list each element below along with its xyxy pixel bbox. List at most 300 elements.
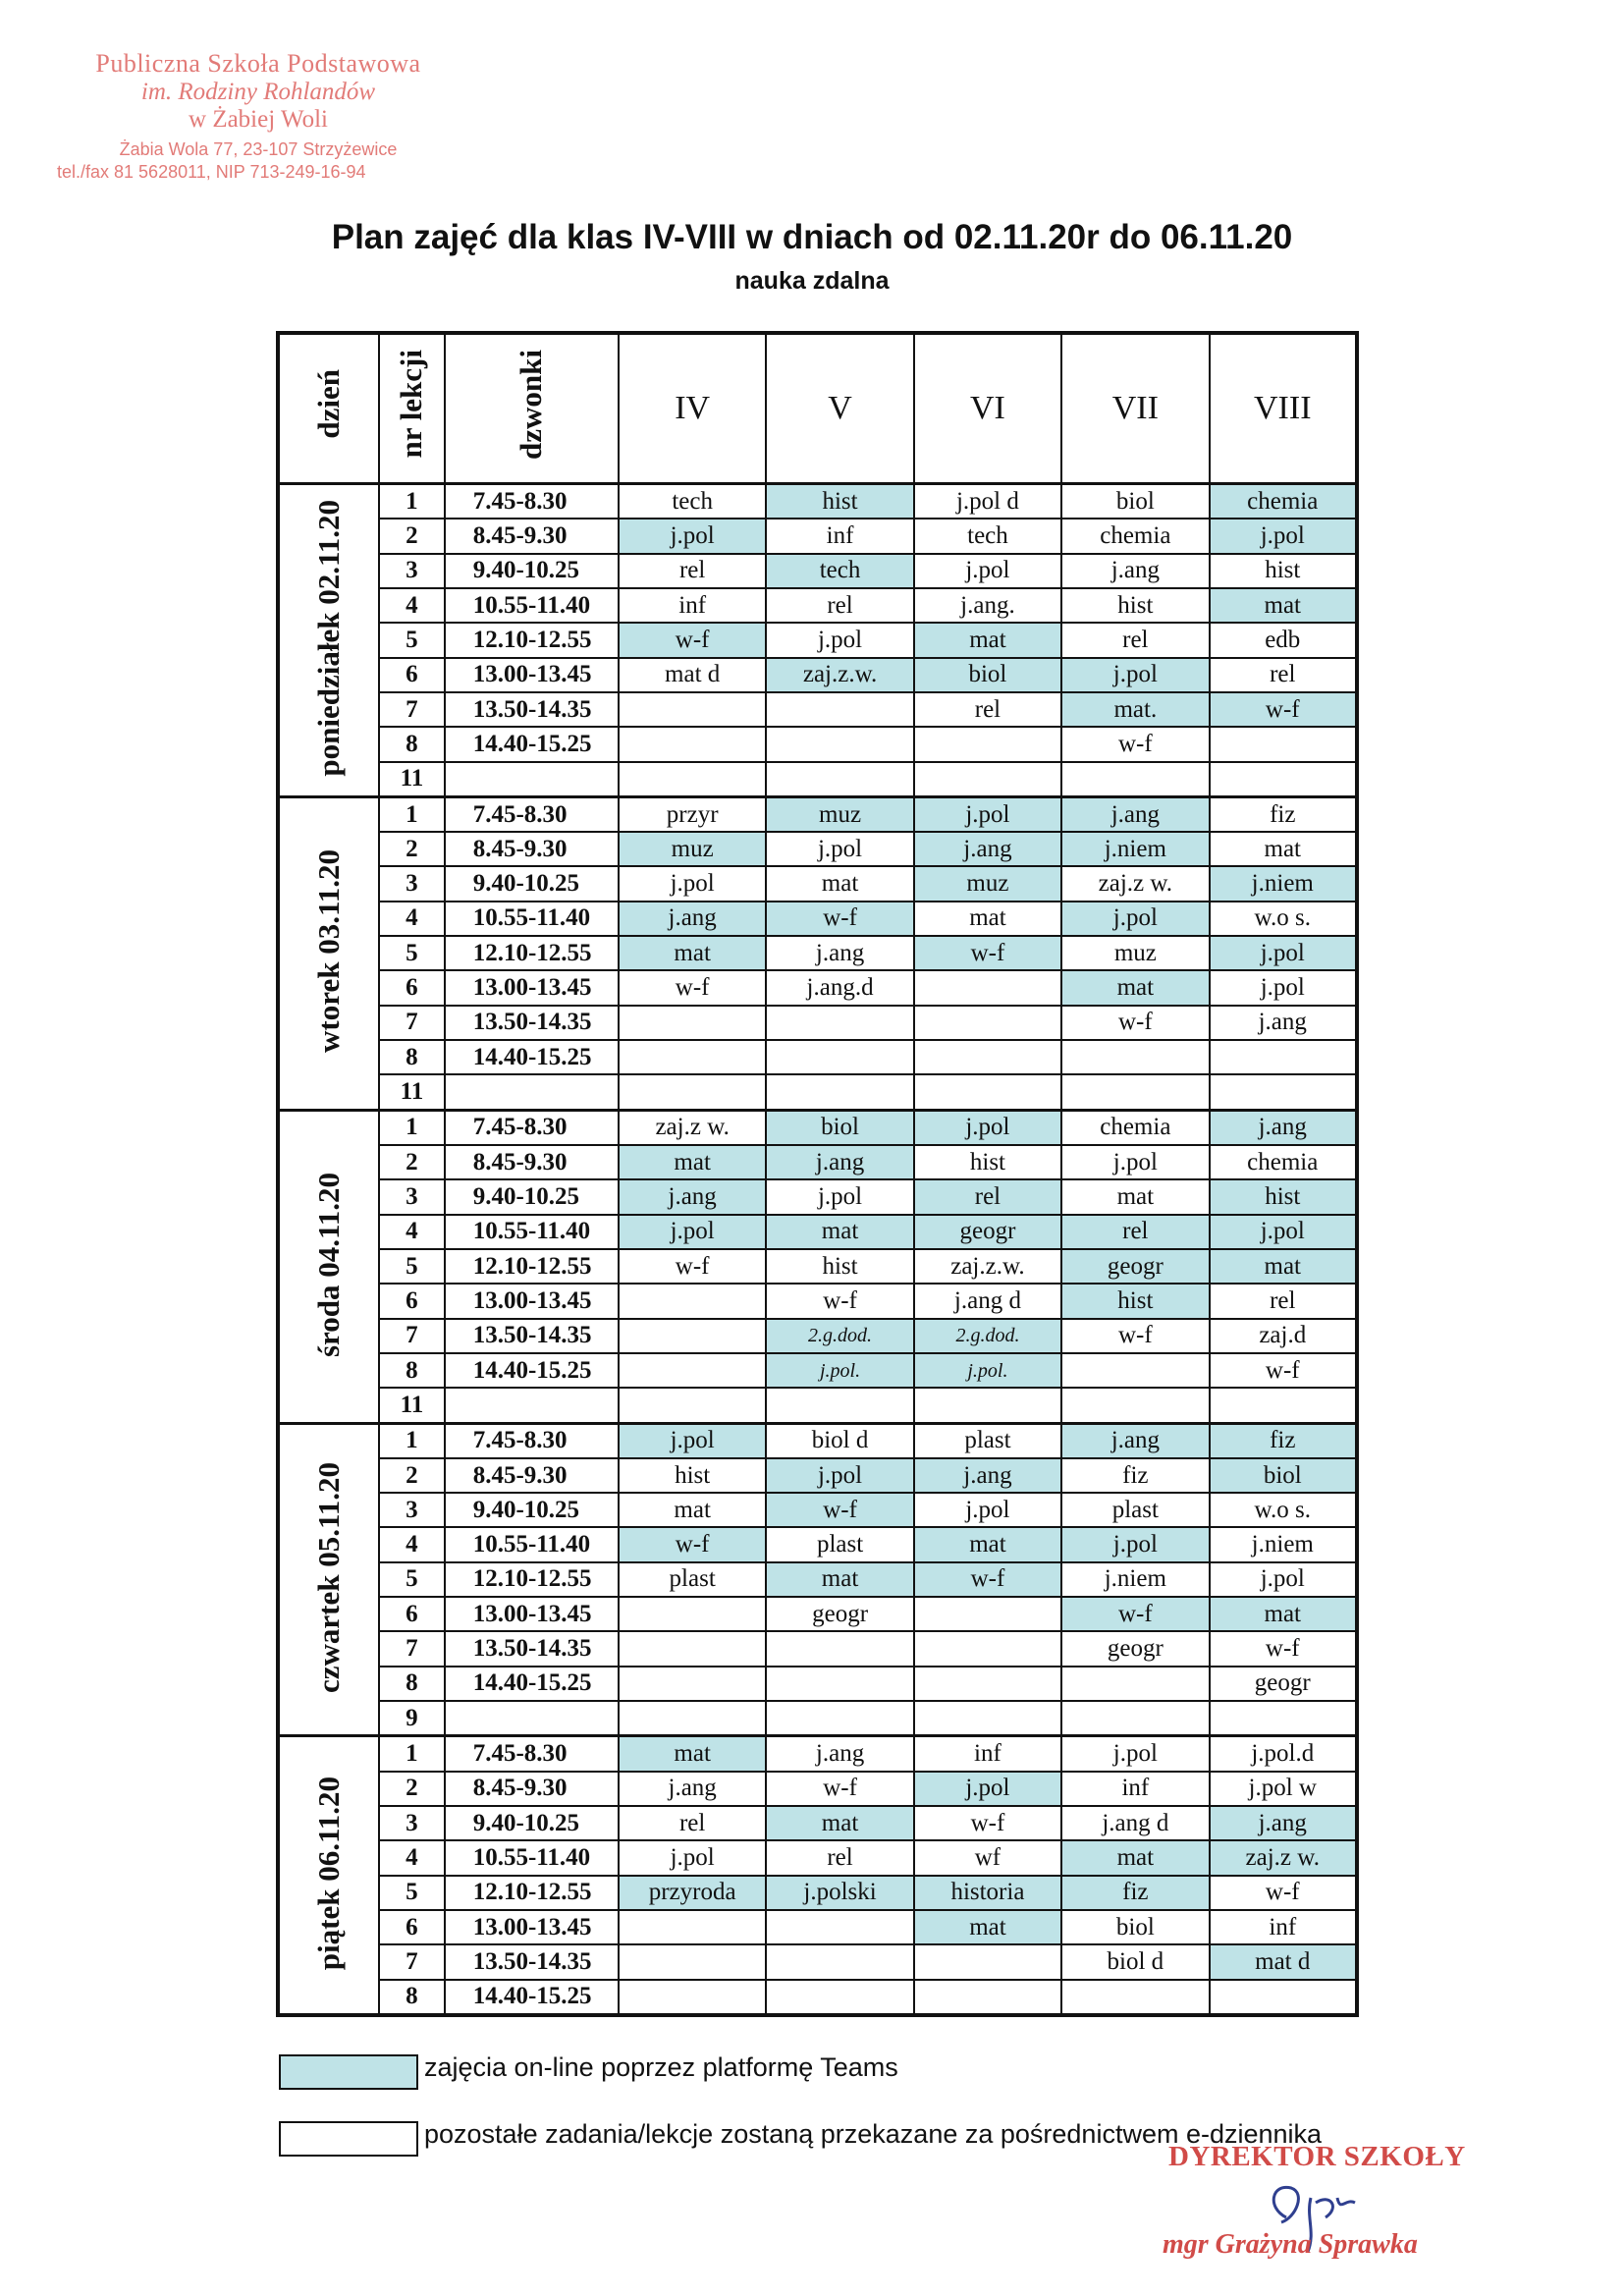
- subject-cell: j.pol: [1210, 936, 1357, 970]
- subject-cell: w.o s.: [1210, 1493, 1357, 1527]
- subject-cell: [1210, 1980, 1357, 2015]
- bell-time: 13.00-13.45: [445, 658, 619, 692]
- lesson-number: 1: [379, 1110, 445, 1145]
- subject-cell: j.ang.: [914, 588, 1061, 623]
- lesson-number: 7: [379, 692, 445, 727]
- subject-cell: biol: [766, 1110, 913, 1145]
- schedule-row: [278, 692, 1357, 727]
- header-row: [278, 333, 1357, 484]
- schedule-row: [278, 484, 1357, 519]
- director-title: DYREKTOR SZKOŁY: [1168, 2141, 1466, 2172]
- lesson-number: 8: [379, 1353, 445, 1388]
- subject-cell: mat: [914, 623, 1061, 657]
- lesson-number: 2: [379, 1772, 445, 1806]
- subject-cell: j.ang.d: [766, 970, 913, 1005]
- subject-cell: j.ang: [914, 832, 1061, 866]
- subject-cell: [766, 1040, 913, 1074]
- schedule-row: [278, 588, 1357, 623]
- header-class-v: V: [766, 333, 913, 484]
- bell-time: [445, 1388, 619, 1423]
- subject-cell: mat: [619, 936, 766, 970]
- schedule-row: [278, 1736, 1357, 1772]
- bell-time: 14.40-15.25: [445, 1040, 619, 1074]
- subject-cell: mat d: [1210, 1944, 1357, 1979]
- subject-cell: zaj.d: [1210, 1319, 1357, 1353]
- subject-cell: w-f: [766, 1284, 913, 1318]
- schedule-table: [276, 331, 1359, 2017]
- bell-time: 13.50-14.35: [445, 692, 619, 727]
- subject-cell: j.niem: [1061, 832, 1209, 866]
- subject-cell: w-f: [766, 902, 913, 936]
- lesson-number: 11: [379, 1074, 445, 1110]
- lesson-number: 2: [379, 519, 445, 553]
- subject-cell: geogr: [1061, 1631, 1209, 1666]
- subject-cell: mat: [1061, 1840, 1209, 1875]
- subject-cell: [914, 1701, 1061, 1736]
- header-class-viii: VIII: [1210, 333, 1357, 484]
- subject-cell: j.ang: [766, 936, 913, 970]
- subject-cell: zaj.z w.: [1061, 866, 1209, 901]
- schedule-row: [278, 1806, 1357, 1840]
- bell-time: 14.40-15.25: [445, 1980, 619, 2015]
- subject-cell: geogr: [766, 1597, 913, 1631]
- subject-cell: [766, 692, 913, 727]
- subject-cell: chemia: [1210, 484, 1357, 519]
- schedule-row: [278, 1006, 1357, 1040]
- subject-cell: rel: [1061, 623, 1209, 657]
- subject-cell: w-f: [619, 1527, 766, 1561]
- subject-cell: [914, 1074, 1061, 1110]
- subject-cell: [619, 1006, 766, 1040]
- bell-time: [445, 1074, 619, 1110]
- subject-cell: mat: [619, 1736, 766, 1772]
- bell-time: 13.50-14.35: [445, 1631, 619, 1666]
- subject-cell: [766, 1980, 913, 2015]
- subject-cell: rel: [766, 588, 913, 623]
- subject-cell: chemia: [1210, 1145, 1357, 1179]
- subject-cell: chemia: [1061, 519, 1209, 553]
- subject-cell: muz: [914, 866, 1061, 901]
- subject-cell: [766, 1074, 913, 1110]
- bell-time: 8.45-9.30: [445, 1458, 619, 1493]
- subject-cell: j.ang: [766, 1145, 913, 1179]
- bell-time: 9.40-10.25: [445, 1493, 619, 1527]
- bell-time: [445, 1701, 619, 1736]
- bell-time: 8.45-9.30: [445, 832, 619, 866]
- lesson-number: 3: [379, 1179, 445, 1214]
- lesson-number: 11: [379, 762, 445, 797]
- subject-cell: tech: [619, 484, 766, 519]
- subject-cell: j.ang: [766, 1736, 913, 1772]
- subject-cell: [1061, 1701, 1209, 1736]
- subject-cell: [914, 727, 1061, 761]
- subject-cell: mat: [1061, 1179, 1209, 1214]
- schedule-row: [278, 1353, 1357, 1388]
- subject-cell: geogr: [914, 1215, 1061, 1249]
- lesson-number: 4: [379, 588, 445, 623]
- header-bells-label: dzwonki: [514, 349, 549, 460]
- subject-cell: j.pol: [914, 1493, 1061, 1527]
- lesson-number: 3: [379, 1806, 445, 1840]
- bell-time: 12.10-12.55: [445, 1876, 619, 1910]
- legend-other-label: pozostałe zadania/lekcje zostaną przekazane za pośrednictwem e-dziennika: [424, 2119, 1323, 2149]
- subject-cell: w-f: [1210, 1353, 1357, 1388]
- schedule-row: [278, 1249, 1357, 1284]
- schedule-row: [278, 970, 1357, 1005]
- subject-cell: plast: [1061, 1493, 1209, 1527]
- schedule-row: [278, 796, 1357, 832]
- subject-cell: hist: [766, 1249, 913, 1284]
- subject-cell: [619, 1074, 766, 1110]
- subject-cell: [619, 1597, 766, 1631]
- bell-time: 9.40-10.25: [445, 1179, 619, 1214]
- subject-cell: rel: [1210, 658, 1357, 692]
- day-cell: [278, 484, 379, 797]
- subject-cell: 2.g.dod.: [766, 1319, 913, 1353]
- subject-cell: inf: [914, 1736, 1061, 1772]
- subject-cell: [914, 1006, 1061, 1040]
- subject-cell: [619, 1353, 766, 1388]
- subject-cell: mat d: [619, 658, 766, 692]
- subject-cell: [766, 1388, 913, 1423]
- page-subtitle: nauka zdalna: [734, 267, 890, 295]
- schedule-row: [278, 1876, 1357, 1910]
- schedule-row: [278, 1179, 1357, 1214]
- subject-cell: [1210, 727, 1357, 761]
- subject-cell: zaj.z w.: [619, 1110, 766, 1145]
- subject-cell: [1061, 1980, 1209, 2015]
- subject-cell: [1061, 1074, 1209, 1110]
- stamp-patron: im. Rodziny Rohlandów: [140, 79, 376, 105]
- lesson-number: 5: [379, 623, 445, 657]
- lesson-number: 8: [379, 1667, 445, 1701]
- bell-time: 12.10-12.55: [445, 936, 619, 970]
- subject-cell: [914, 1040, 1061, 1074]
- subject-cell: [914, 1980, 1061, 2015]
- subject-cell: [619, 1040, 766, 1074]
- subject-cell: j.pol: [1210, 1562, 1357, 1597]
- subject-cell: rel: [1061, 1215, 1209, 1249]
- subject-cell: rel: [914, 692, 1061, 727]
- subject-cell: [1210, 762, 1357, 797]
- header-class-vii: VII: [1061, 333, 1209, 484]
- subject-cell: plast: [619, 1562, 766, 1597]
- bell-time: 7.45-8.30: [445, 1736, 619, 1772]
- subject-cell: j.pol: [619, 519, 766, 553]
- lesson-number: 3: [379, 554, 445, 588]
- subject-cell: biol: [1061, 1910, 1209, 1944]
- subject-cell: w-f: [1061, 727, 1209, 761]
- subject-cell: j.ang d: [1061, 1806, 1209, 1840]
- schedule-row: [278, 1772, 1357, 1806]
- schedule-row: [278, 936, 1357, 970]
- schedule-row: [278, 1910, 1357, 1944]
- lesson-number: 5: [379, 936, 445, 970]
- stamp-school-name: Publiczna Szkoła Podstawowa: [95, 49, 421, 78]
- subject-cell: [766, 1667, 913, 1701]
- subject-cell: [766, 1006, 913, 1040]
- schedule-row: [278, 1562, 1357, 1597]
- legend-other-swatch: [279, 2121, 418, 2157]
- bell-time: [445, 762, 619, 797]
- lesson-number: 5: [379, 1562, 445, 1597]
- subject-cell: inf: [766, 519, 913, 553]
- schedule-row: [278, 1074, 1357, 1110]
- subject-cell: w.o s.: [1210, 902, 1357, 936]
- subject-cell: plast: [914, 1423, 1061, 1458]
- subject-cell: [619, 1284, 766, 1318]
- subject-cell: [1061, 1667, 1209, 1701]
- bell-time: 13.00-13.45: [445, 1910, 619, 1944]
- subject-cell: w-f: [1210, 692, 1357, 727]
- bell-time: 7.45-8.30: [445, 1423, 619, 1458]
- subject-cell: [619, 692, 766, 727]
- subject-cell: muz: [1061, 936, 1209, 970]
- schedule-row: [278, 902, 1357, 936]
- schedule-row: [278, 1284, 1357, 1318]
- lesson-number: 4: [379, 1215, 445, 1249]
- bell-time: 12.10-12.55: [445, 623, 619, 657]
- subject-cell: [766, 1910, 913, 1944]
- schedule-row: [278, 866, 1357, 901]
- lesson-number: 2: [379, 1145, 445, 1179]
- subject-cell: j.pol: [766, 832, 913, 866]
- subject-cell: inf: [619, 588, 766, 623]
- schedule-row: [278, 727, 1357, 761]
- subject-cell: inf: [1210, 1910, 1357, 1944]
- subject-cell: j.polski: [766, 1876, 913, 1910]
- lesson-number: 7: [379, 1319, 445, 1353]
- subject-cell: rel: [914, 1179, 1061, 1214]
- schedule-row: [278, 1110, 1357, 1145]
- subject-cell: mat: [1210, 1597, 1357, 1631]
- bell-time: 13.00-13.45: [445, 1597, 619, 1631]
- subject-cell: [619, 1910, 766, 1944]
- director-name: mgr Grażyna Sprawka: [1163, 2229, 1418, 2260]
- subject-cell: biol d: [1061, 1944, 1209, 1979]
- header-day: [278, 333, 379, 484]
- subject-cell: [1061, 1388, 1209, 1423]
- subject-cell: biol d: [766, 1423, 913, 1458]
- schedule-row: [278, 519, 1357, 553]
- subject-cell: [619, 1319, 766, 1353]
- subject-cell: [1210, 1388, 1357, 1423]
- subject-cell: [914, 1597, 1061, 1631]
- subject-cell: [914, 970, 1061, 1005]
- header-day-label: dzień: [311, 369, 347, 439]
- subject-cell: mat: [619, 1145, 766, 1179]
- subject-cell: [914, 1631, 1061, 1666]
- subject-cell: j.ang d: [914, 1284, 1061, 1318]
- subject-cell: j.ang: [1210, 1806, 1357, 1840]
- schedule-row: [278, 623, 1357, 657]
- subject-cell: rel: [766, 1840, 913, 1875]
- subject-cell: j.pol: [766, 623, 913, 657]
- schedule-row: [278, 658, 1357, 692]
- schedule-row: [278, 1597, 1357, 1631]
- subject-cell: [619, 1944, 766, 1979]
- lesson-number: 9: [379, 1701, 445, 1736]
- schedule-row: [278, 762, 1357, 797]
- subject-cell: j.pol: [1061, 658, 1209, 692]
- subject-cell: biol: [1061, 484, 1209, 519]
- schedule-row: [278, 1631, 1357, 1666]
- day-cell: [278, 796, 379, 1110]
- subject-cell: przyroda: [619, 1876, 766, 1910]
- bell-time: 8.45-9.30: [445, 1772, 619, 1806]
- subject-cell: wf: [914, 1840, 1061, 1875]
- subject-cell: j.pol: [914, 796, 1061, 832]
- subject-cell: [914, 1667, 1061, 1701]
- schedule-body: [278, 484, 1357, 2016]
- lesson-number: 5: [379, 1876, 445, 1910]
- subject-cell: j.ang: [1210, 1006, 1357, 1040]
- subject-cell: w-f: [619, 1249, 766, 1284]
- subject-cell: j.pol d: [914, 484, 1061, 519]
- bell-time: 10.55-11.40: [445, 902, 619, 936]
- lesson-number: 1: [379, 1423, 445, 1458]
- subject-cell: geogr: [1210, 1667, 1357, 1701]
- subject-cell: w-f: [1061, 1597, 1209, 1631]
- subject-cell: [766, 1701, 913, 1736]
- subject-cell: [619, 1388, 766, 1423]
- subject-cell: j.pol: [619, 866, 766, 901]
- subject-cell: [1061, 1040, 1209, 1074]
- subject-cell: [1061, 762, 1209, 797]
- schedule-row: [278, 1040, 1357, 1074]
- subject-cell: j.ang: [619, 1179, 766, 1214]
- lesson-number: 1: [379, 796, 445, 832]
- subject-cell: biol: [1210, 1458, 1357, 1493]
- bell-time: 12.10-12.55: [445, 1562, 619, 1597]
- header-lesson-number-label: nr lekcji: [394, 350, 429, 459]
- subject-cell: [1061, 1353, 1209, 1388]
- subject-cell: j.pol: [1061, 1527, 1209, 1561]
- subject-cell: hist: [1210, 554, 1357, 588]
- subject-cell: j.pol: [619, 1423, 766, 1458]
- bell-time: 7.45-8.30: [445, 796, 619, 832]
- subject-cell: rel: [619, 554, 766, 588]
- subject-cell: muz: [766, 796, 913, 832]
- subject-cell: zaj.z w.: [1210, 1840, 1357, 1875]
- subject-cell: [766, 1944, 913, 1979]
- subject-cell: j.ang: [1210, 1110, 1357, 1145]
- stamp-contact: tel./fax 81 5628011, NIP 713-249-16-94: [57, 162, 366, 182]
- subject-cell: j.ang: [1061, 1423, 1209, 1458]
- subject-cell: [766, 762, 913, 797]
- lesson-number: 6: [379, 1597, 445, 1631]
- subject-cell: 2.g.dod.: [914, 1319, 1061, 1353]
- bell-time: 8.45-9.30: [445, 1145, 619, 1179]
- day-label: wtorek 03.11.20: [311, 849, 347, 1054]
- lesson-number: 2: [379, 832, 445, 866]
- subject-cell: rel: [619, 1806, 766, 1840]
- day-label: poniedziałek 02.11.20: [311, 500, 347, 777]
- subject-cell: j.ang: [1061, 554, 1209, 588]
- header-class-iv: IV: [619, 333, 766, 484]
- subject-cell: j.niem: [1061, 1562, 1209, 1597]
- schedule-row: [278, 1423, 1357, 1458]
- schedule-row: [278, 1980, 1357, 2015]
- schedule-row: [278, 1840, 1357, 1875]
- header-class-vi: VI: [914, 333, 1061, 484]
- subject-cell: j.pol: [1210, 519, 1357, 553]
- lesson-number: 4: [379, 1527, 445, 1561]
- lesson-number: 5: [379, 1249, 445, 1284]
- bell-time: 14.40-15.25: [445, 1667, 619, 1701]
- subject-cell: inf: [1061, 1772, 1209, 1806]
- subject-cell: j.ang: [1061, 796, 1209, 832]
- subject-cell: [766, 1631, 913, 1666]
- subject-cell: [914, 1944, 1061, 1979]
- bell-time: 12.10-12.55: [445, 1249, 619, 1284]
- subject-cell: j.pol: [914, 1772, 1061, 1806]
- subject-cell: j.pol w: [1210, 1772, 1357, 1806]
- subject-cell: hist: [766, 484, 913, 519]
- subject-cell: hist: [1061, 588, 1209, 623]
- subject-cell: hist: [1061, 1284, 1209, 1318]
- bell-time: 10.55-11.40: [445, 588, 619, 623]
- subject-cell: mat: [1210, 832, 1357, 866]
- lesson-number: 6: [379, 658, 445, 692]
- schedule-row: [278, 832, 1357, 866]
- subject-cell: mat: [619, 1493, 766, 1527]
- bell-time: 14.40-15.25: [445, 1353, 619, 1388]
- day-label: środa 04.11.20: [311, 1172, 347, 1357]
- header-lesson-number: [379, 333, 445, 484]
- subject-cell: w-f: [766, 1772, 913, 1806]
- schedule-row: [278, 1493, 1357, 1527]
- subject-cell: rel: [1210, 1284, 1357, 1318]
- schedule-row: [278, 1145, 1357, 1179]
- subject-cell: [619, 1980, 766, 2015]
- lesson-number: 6: [379, 970, 445, 1005]
- page-title: Plan zajęć dla klas IV-VIII w dniach od 02.11.20r do 06.11.20: [331, 218, 1293, 256]
- subject-cell: j.pol.d: [1210, 1736, 1357, 1772]
- subject-cell: j.pol: [914, 1110, 1061, 1145]
- subject-cell: w-f: [914, 936, 1061, 970]
- subject-cell: w-f: [1210, 1631, 1357, 1666]
- subject-cell: j.pol: [1210, 970, 1357, 1005]
- lesson-number: 7: [379, 1006, 445, 1040]
- lesson-number: 8: [379, 1040, 445, 1074]
- bell-time: 13.00-13.45: [445, 970, 619, 1005]
- subject-cell: [619, 1631, 766, 1666]
- subject-cell: [914, 762, 1061, 797]
- lesson-number: 3: [379, 866, 445, 901]
- subject-cell: j.pol: [766, 1458, 913, 1493]
- subject-cell: biol: [914, 658, 1061, 692]
- day-cell: [278, 1110, 379, 1423]
- lesson-number: 1: [379, 484, 445, 519]
- stamp-location: w Żabiej Woli: [189, 106, 328, 133]
- subject-cell: hist: [1210, 1179, 1357, 1214]
- lesson-number: 11: [379, 1388, 445, 1423]
- bell-time: 13.50-14.35: [445, 1006, 619, 1040]
- subject-cell: w-f: [1061, 1006, 1209, 1040]
- day-label: piątek 06.11.20: [311, 1777, 347, 1971]
- schedule-row: [278, 1527, 1357, 1561]
- subject-cell: j.pol: [619, 1840, 766, 1875]
- subject-cell: j.ang: [914, 1458, 1061, 1493]
- subject-cell: mat: [766, 1215, 913, 1249]
- bell-time: 8.45-9.30: [445, 519, 619, 553]
- school-stamp: [57, 49, 460, 183]
- subject-cell: w-f: [766, 1493, 913, 1527]
- subject-cell: w-f: [1061, 1319, 1209, 1353]
- day-label: czwartek 05.11.20: [311, 1461, 347, 1693]
- subject-cell: mat: [1061, 970, 1209, 1005]
